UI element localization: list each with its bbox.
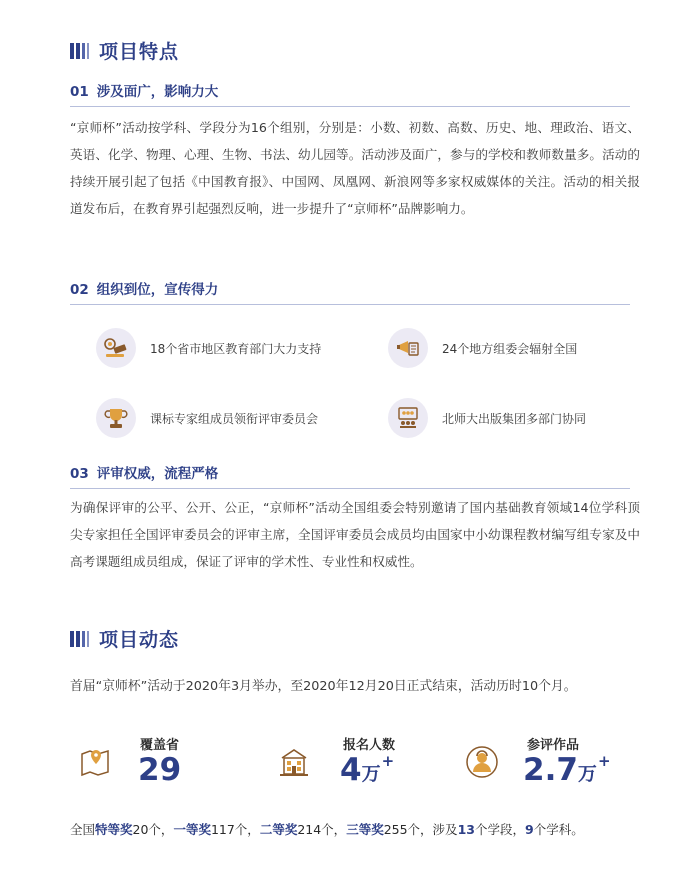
feature-text: 18个省市地区教育部门大力支持 — [150, 341, 322, 356]
stat-number: 29 — [138, 752, 182, 788]
stat-label: 报名人数 — [343, 738, 396, 753]
award-second-label: 二等奖 — [259, 822, 298, 837]
section-title-features — [70, 37, 179, 64]
paragraph-influence: “京师杯”活动按学科、学段分为16个组别，分别是：小数、初数、高数、历史、地、理政治、语文、英语、化学、物理、心理、生物、书法、幼儿园等。活动涉及面广，参与的学校和教师数量多。活动的持续开展引起了包括《中国教育报》、中国网、凤凰网、新浪网等多家权威媒体的关注。活动的相关报道发布后，在教育界引起强烈反响，进一步提升了“京师杯”品牌影响力。 — [70, 120, 640, 216]
stat-works — [464, 744, 500, 784]
awards-text: 全国 — [70, 822, 96, 837]
paragraph-review: 为确保评审的公平、公开、公正，“京师杯”活动全国组委会特别邀请了国内基础教育领域14位学科顶尖专家担任全国评审委员会的评审主席，全国评审委员会成员均由国家中小幼课程教材编写组专家及中高考课题组成员组成，保证了评审的学术性、专业性和权威性。 — [70, 500, 640, 569]
awards-text: 214个， — [297, 822, 347, 837]
writing-hand-icon — [96, 328, 136, 368]
stat-label: 覆盖省 — [140, 738, 180, 753]
stat-unit: 万 — [361, 763, 381, 785]
award-subject-count: 9 — [524, 822, 534, 837]
subheading-number: 01 — [70, 84, 89, 100]
subheading-02 — [70, 278, 630, 305]
section-title-news — [70, 625, 179, 652]
school-building-icon — [276, 744, 312, 784]
stat-plus: + — [597, 752, 611, 770]
stat-unit: 万 — [577, 763, 597, 785]
stat-label: 参评作品 — [527, 738, 580, 753]
section-title-text: 项目动态 — [99, 629, 180, 651]
awards-text: 20个， — [132, 822, 174, 837]
stat-value — [523, 752, 611, 788]
award-grand-label: 特等奖 — [95, 822, 133, 837]
awards-text: 255个，涉及 — [383, 822, 458, 837]
award-third-label: 三等奖 — [346, 822, 384, 837]
subheading-title: 涉及面广，影响力大 — [96, 84, 219, 100]
award-first-label: 一等奖 — [173, 822, 211, 837]
map-pin-icon — [78, 744, 114, 784]
stat-number: 4 — [340, 752, 362, 788]
feature-item — [96, 398, 318, 438]
awards-text: 117个， — [210, 822, 260, 837]
megaphone-icon — [388, 328, 428, 368]
title-bars-icon — [70, 43, 89, 59]
award-stage-count: 13 — [457, 822, 475, 837]
section-title-text: 项目特点 — [99, 41, 180, 63]
feature-text: 北师大出版集团多部门协同 — [442, 411, 587, 426]
feature-text: 24个地方组委会辐射全国 — [442, 341, 578, 356]
feature-text: 课标专家组成员领衔评审委员会 — [150, 411, 319, 426]
stat-registrants — [276, 744, 312, 784]
subheading-title: 组织到位，宣传得力 — [96, 282, 219, 298]
stat-value — [340, 752, 394, 788]
subheading-01 — [70, 80, 630, 107]
subheading-title: 评审权威，流程严格 — [96, 466, 219, 482]
feature-item — [388, 328, 577, 368]
awards-summary — [70, 820, 584, 838]
feature-item — [388, 398, 586, 438]
subheading-number: 02 — [70, 282, 89, 298]
stat-plus: + — [381, 752, 395, 770]
stat-value — [138, 752, 181, 788]
meeting-icon — [388, 398, 428, 438]
person-icon — [464, 744, 500, 784]
feature-item — [96, 328, 321, 368]
paragraph-intro: 首届“京师杯”活动于2020年3月举办，至2020年12月20日正式结束，活动历时10个月。 — [70, 679, 577, 694]
stat-provinces — [78, 744, 114, 784]
title-bars-icon — [70, 631, 89, 647]
subheading-03 — [70, 462, 630, 489]
trophy-icon — [96, 398, 136, 438]
awards-text: 个学段， — [474, 822, 525, 837]
awards-text: 个学科。 — [533, 822, 584, 837]
subheading-number: 03 — [70, 466, 89, 482]
stat-number: 2.7 — [523, 752, 578, 788]
